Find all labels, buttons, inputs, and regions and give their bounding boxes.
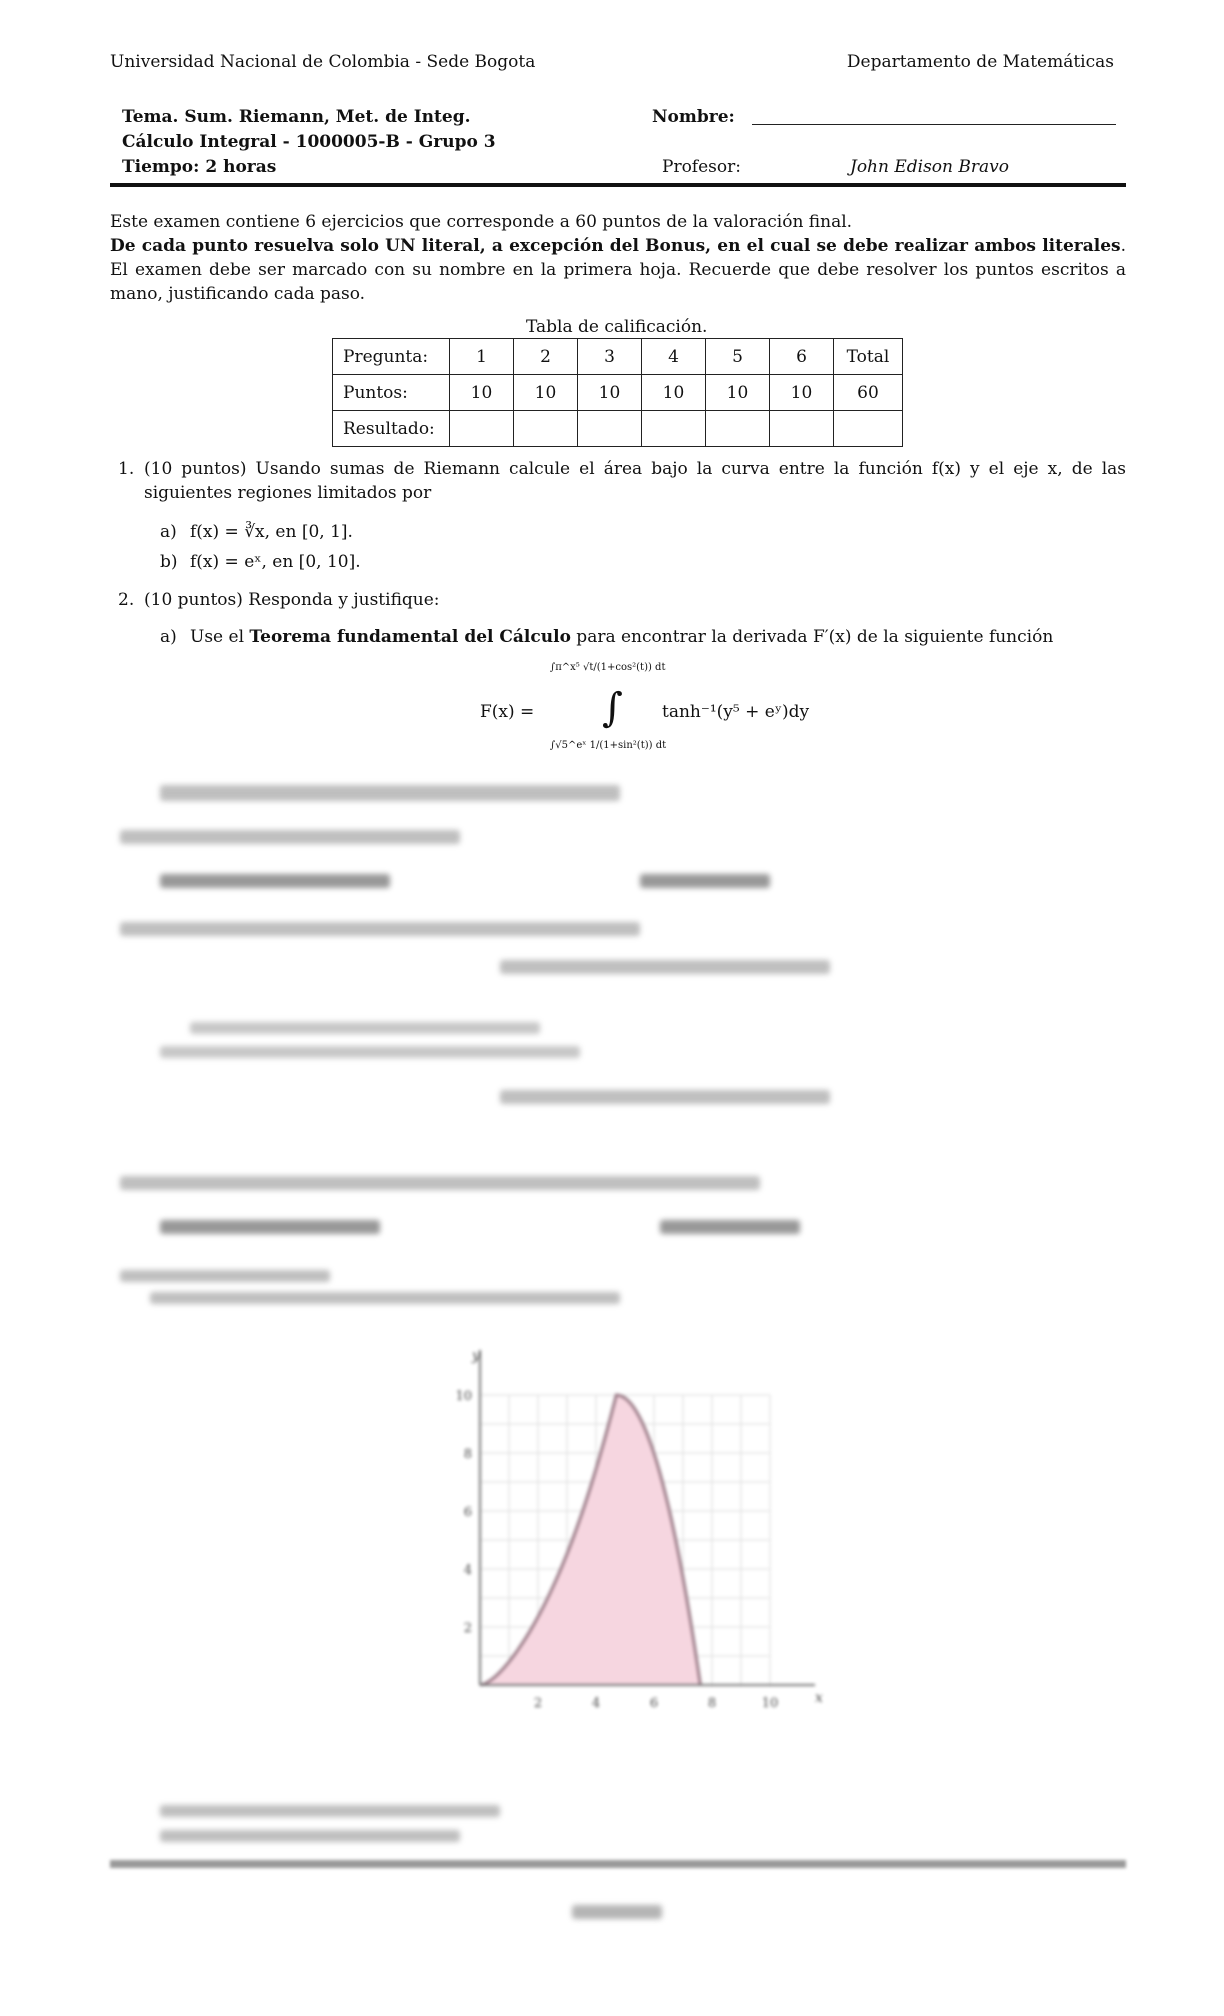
table-cell: 1 [450, 339, 514, 375]
table-cell: 10 [706, 375, 770, 411]
q2a-bold: Teorema fundamental del Cálculo [249, 627, 571, 647]
q1-text: (10 puntos) Usando sumas de Riemann calcule el área bajo la curva entre la función f(x) y el eje x, de las siguientes regiones limitados por [144, 459, 1126, 503]
result-cell[interactable] [578, 411, 642, 447]
bonus-plot [420, 1340, 823, 1740]
y-tick-label: 10 [455, 1389, 472, 1404]
exam-topic: Tema. Sum. Riemann, Met. de Integ. [122, 107, 471, 127]
professor-label: Profesor: [662, 157, 741, 177]
q2a-text [190, 625, 1126, 649]
table-cell: Resultado: [333, 411, 450, 447]
intro-instructions [110, 234, 1126, 306]
q2-number: 2. [118, 590, 135, 610]
table-cell: 6 [770, 339, 834, 375]
q1-number: 1. [118, 459, 135, 479]
formula-integrand: tanh⁻¹(y⁵ + eʸ)dy [662, 702, 810, 722]
grade-table [332, 338, 903, 447]
y-axis-label: y [472, 1348, 480, 1364]
lower-limit: ∫√5^eˣ 1/(1+sin²(t)) dt [550, 740, 667, 751]
q1a-label: a) [160, 522, 177, 542]
name-field[interactable] [752, 124, 1116, 125]
name-label: Nombre: [652, 107, 735, 127]
q2a-label: a) [160, 627, 177, 647]
intro-rest: . El examen debe ser marcado con su nombre en la primera hoja. Recuerde que debe resolver los puntos escritos a mano, justificando cada paso. [110, 236, 1126, 304]
table-cell: 2 [514, 339, 578, 375]
table-cell: 5 [706, 339, 770, 375]
q2a-post: para encontrar la derivada F′(x) de la siguiente función [570, 627, 1054, 647]
y-tick-label: 6 [463, 1505, 472, 1520]
table-cell: 3 [578, 339, 642, 375]
bonus-a-blurred [160, 1805, 500, 1817]
y-tick-label: 2 [463, 1621, 472, 1636]
table-cell: 60 [834, 375, 903, 411]
q1a-text: f(x) = ∛x, en [0, 1]. [190, 522, 353, 542]
x-tick-label: 6 [649, 1696, 659, 1711]
university-name: Universidad Nacional de Colombia - Sede Bogota [110, 52, 536, 72]
y-tick-label: 8 [463, 1447, 472, 1462]
y-tick-label: 4 [463, 1563, 472, 1578]
x-tick-label: 10 [761, 1696, 779, 1711]
table-caption: Tabla de calificación. [526, 317, 708, 337]
table-cell: Total [834, 339, 903, 375]
q1b-text: f(x) = eˣ, en [0, 10]. [190, 552, 361, 572]
result-cell[interactable] [450, 411, 514, 447]
table-cell: 10 [514, 375, 578, 411]
table-cell: 10 [578, 375, 642, 411]
result-cell[interactable] [770, 411, 834, 447]
x-tick-label: 2 [533, 1696, 543, 1711]
q2-text: (10 puntos) Responda y justifique: [144, 590, 440, 610]
result-cell[interactable] [706, 411, 770, 447]
table-cell: Pregunta: [333, 339, 450, 375]
result-cell[interactable] [514, 411, 578, 447]
exam-time: Tiempo: 2 horas [122, 157, 277, 177]
header-rule [110, 183, 1126, 187]
intro-bold: De cada punto resuelva solo UN literal, a excepción del Bonus, en el cual se debe realizar ambos literales [110, 236, 1121, 256]
exam-course: Cálculo Integral - 1000005-B - Grupo 3 [122, 132, 496, 152]
x-axis-label: x [815, 1690, 823, 1706]
integral-sign: ∫ [602, 685, 623, 731]
result-cell[interactable] [642, 411, 706, 447]
table-row [333, 411, 903, 447]
x-tick-label: 4 [591, 1696, 601, 1711]
table-cell: Puntos: [333, 375, 450, 411]
table-cell: 10 [642, 375, 706, 411]
table-row [333, 339, 903, 375]
result-cell[interactable] [834, 411, 903, 447]
footer-rule [110, 1860, 1126, 1868]
q2a-pre: Use el [190, 627, 250, 647]
department-name: Departamento de Matemáticas [846, 52, 1114, 72]
formula-lhs: F(x) = [480, 702, 535, 722]
footer-solution-blurred [572, 1905, 662, 1919]
bonus-b-blurred [160, 1830, 460, 1842]
intro-line: Este examen contiene 6 ejercicios que corresponde a 60 puntos de la valoración final. [110, 212, 853, 232]
q1b-label: b) [160, 552, 178, 572]
table-cell: 4 [642, 339, 706, 375]
x-tick-label: 8 [707, 1696, 717, 1711]
table-row [333, 375, 903, 411]
table-cell: 10 [450, 375, 514, 411]
upper-limit: ∫π^x⁵ √t/(1+cos²(t)) dt [550, 662, 666, 673]
table-cell: 10 [770, 375, 834, 411]
professor-name: John Edison Bravo [850, 157, 1009, 177]
